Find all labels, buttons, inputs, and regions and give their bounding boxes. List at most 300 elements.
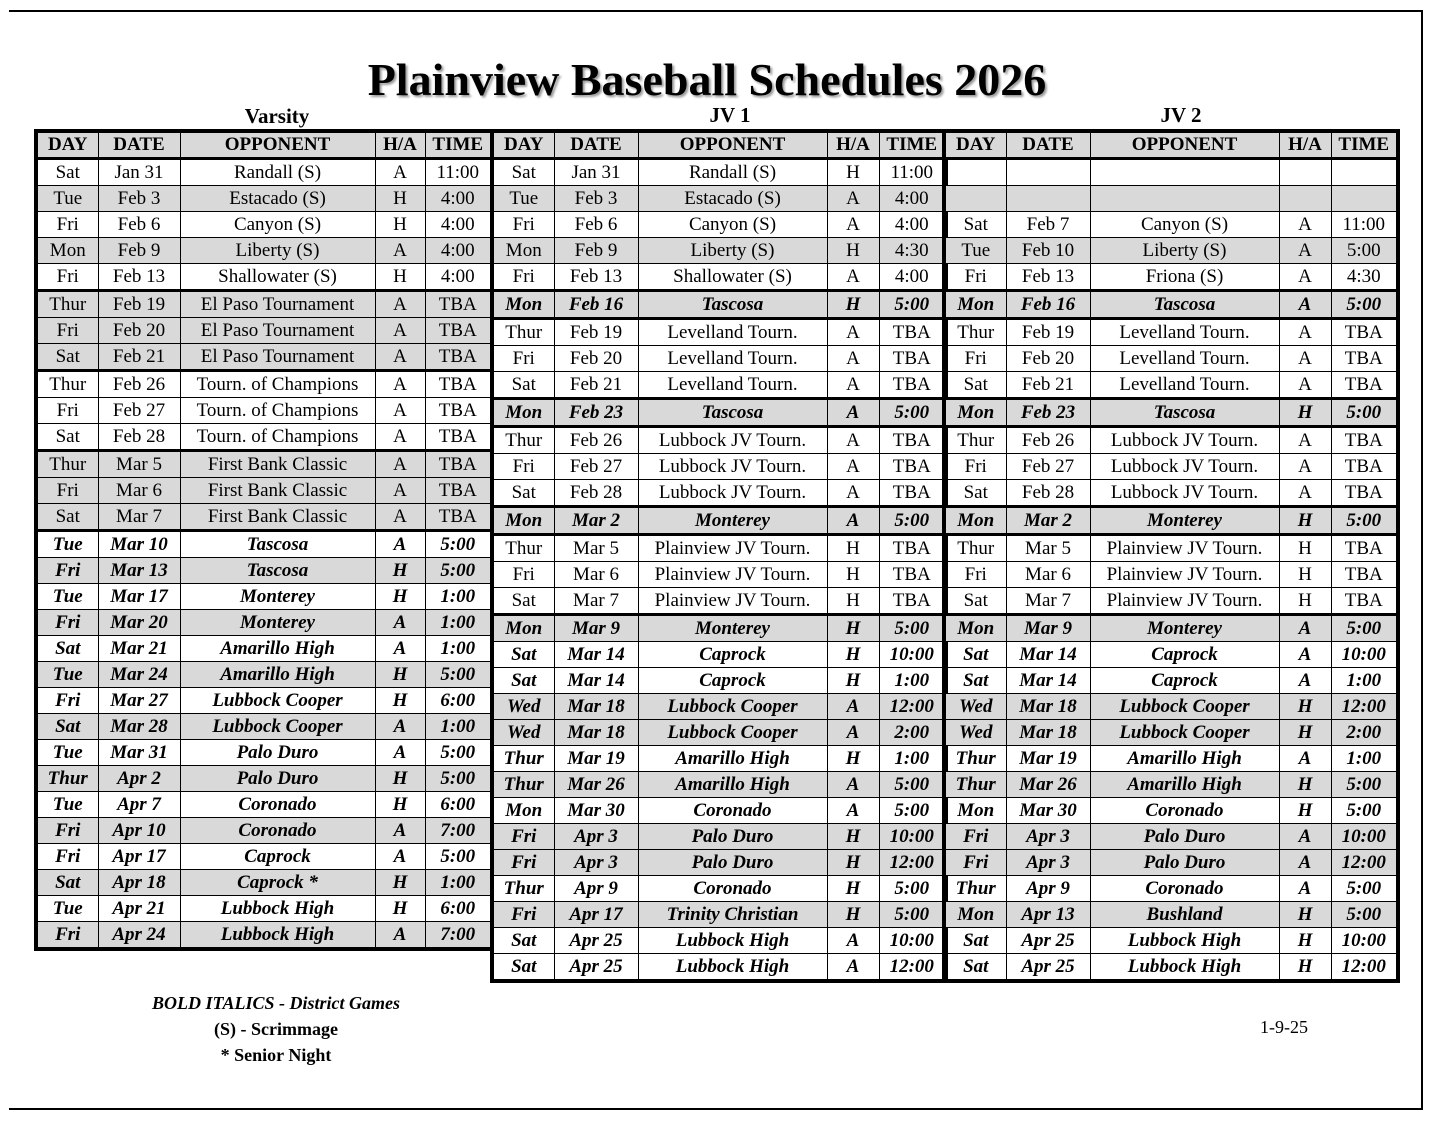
table-row — [492, 186, 946, 212]
day-cell: Sat — [492, 954, 554, 982]
date-cell: Mar 6 — [98, 478, 180, 504]
time-cell: TBA — [1331, 588, 1398, 615]
date-cell: Mar 30 — [1006, 798, 1090, 824]
time-cell: 12:00 — [1331, 694, 1398, 720]
home-away-cell: A — [1279, 264, 1331, 291]
table-row — [492, 588, 946, 615]
opponent-cell: Plainview JV Tourn. — [638, 588, 827, 615]
date-cell: Feb 9 — [554, 238, 638, 264]
home-away-cell: H — [375, 792, 425, 818]
date-cell: Mar 17 — [98, 584, 180, 610]
time-cell: TBA — [879, 562, 946, 588]
day-cell: Sat — [944, 212, 1006, 238]
table-row — [944, 480, 1398, 507]
home-away-cell: A — [1279, 427, 1331, 454]
home-away-cell: H — [827, 535, 879, 562]
table-row — [36, 424, 492, 451]
time-cell: TBA — [879, 346, 946, 372]
table-row — [492, 507, 946, 535]
time-cell — [1331, 186, 1398, 212]
home-away-cell: H — [1279, 720, 1331, 746]
time-cell: 5:00 — [1331, 507, 1398, 535]
home-away-cell: A — [375, 451, 425, 478]
day-cell: Fri — [36, 318, 98, 344]
date-cell: Mar 26 — [1006, 772, 1090, 798]
day-cell: Thur — [492, 427, 554, 454]
time-cell: 10:00 — [1331, 824, 1398, 850]
home-away-cell: A — [1279, 876, 1331, 902]
table-row — [944, 588, 1398, 615]
time-cell: 7:00 — [425, 922, 492, 950]
table-row — [492, 668, 946, 694]
table-row — [944, 186, 1398, 212]
opponent-cell: Monterey — [180, 584, 375, 610]
day-cell: Sat — [36, 344, 98, 371]
opponent-cell: Lubbock JV Tourn. — [1090, 480, 1279, 507]
time-cell: 2:00 — [1331, 720, 1398, 746]
time-cell: 5:00 — [879, 798, 946, 824]
day-cell: Wed — [492, 694, 554, 720]
opponent-cell: Randall (S) — [180, 159, 375, 186]
day-cell: Thur — [36, 291, 98, 318]
time-cell: TBA — [879, 427, 946, 454]
column-header-home-away: H/A — [827, 131, 879, 159]
time-cell: 5:00 — [1331, 772, 1398, 798]
table-row — [944, 427, 1398, 454]
time-cell: 5:00 — [425, 740, 492, 766]
table-row — [492, 399, 946, 427]
date-cell: Apr 7 — [98, 792, 180, 818]
time-cell: 10:00 — [879, 928, 946, 954]
date-cell: Mar 6 — [554, 562, 638, 588]
date-cell — [1006, 186, 1090, 212]
opponent-cell: Tascosa — [1090, 291, 1279, 319]
time-cell: 5:00 — [1331, 615, 1398, 642]
home-away-cell: A — [375, 318, 425, 344]
home-away-cell: H — [375, 662, 425, 688]
date-cell: Apr 25 — [1006, 928, 1090, 954]
day-cell: Mon — [492, 615, 554, 642]
opponent-cell: Tascosa — [638, 291, 827, 319]
time-cell: TBA — [879, 372, 946, 399]
day-cell: Fri — [36, 264, 98, 291]
day-cell: Fri — [36, 212, 98, 238]
home-away-cell: H — [1279, 399, 1331, 427]
opponent-cell: Caprock — [1090, 668, 1279, 694]
day-cell: Thur — [944, 746, 1006, 772]
table-row — [36, 714, 492, 740]
day-cell: Fri — [36, 818, 98, 844]
opponent-cell: Coronado — [1090, 876, 1279, 902]
opponent-cell: Palo Duro — [638, 824, 827, 850]
home-away-cell: H — [1279, 902, 1331, 928]
legend-senior-night: * Senior Night — [220, 1045, 332, 1065]
table-row — [36, 766, 492, 792]
table-row — [492, 291, 946, 319]
day-cell: Fri — [492, 454, 554, 480]
date-cell: Feb 28 — [1006, 480, 1090, 507]
date-cell: Mar 28 — [98, 714, 180, 740]
home-away-cell: H — [1279, 928, 1331, 954]
time-cell: 5:00 — [879, 399, 946, 427]
date-cell: Mar 2 — [1006, 507, 1090, 535]
table-row — [492, 264, 946, 291]
home-away-cell: H — [1279, 798, 1331, 824]
date-cell: Feb 20 — [1006, 346, 1090, 372]
home-away-cell: A — [375, 504, 425, 531]
opponent-cell: Caprock — [638, 668, 827, 694]
date-cell: Apr 3 — [1006, 824, 1090, 850]
date-cell: Feb 27 — [554, 454, 638, 480]
table-row — [944, 212, 1398, 238]
date-cell: Feb 19 — [98, 291, 180, 318]
home-away-cell: A — [375, 478, 425, 504]
day-cell: Fri — [944, 454, 1006, 480]
date-cell: Mar 14 — [554, 668, 638, 694]
home-away-cell: H — [375, 558, 425, 584]
time-cell: TBA — [425, 291, 492, 318]
table-row — [492, 562, 946, 588]
table-row — [36, 238, 492, 264]
date-cell: Jan 31 — [554, 159, 638, 186]
date-cell: Mar 9 — [554, 615, 638, 642]
table-row — [492, 238, 946, 264]
opponent-cell: Levelland Tourn. — [1090, 372, 1279, 399]
day-cell: Thur — [944, 876, 1006, 902]
date-cell: Apr 3 — [554, 824, 638, 850]
time-cell: 5:00 — [1331, 798, 1398, 824]
table-row — [944, 642, 1398, 668]
day-cell: Tue — [36, 896, 98, 922]
table-row — [492, 876, 946, 902]
opponent-cell: Caprock — [180, 844, 375, 870]
table-row — [492, 694, 946, 720]
opponent-cell: First Bank Classic — [180, 504, 375, 531]
home-away-cell: A — [1279, 212, 1331, 238]
home-away-cell: H — [375, 688, 425, 714]
table-row — [944, 902, 1398, 928]
opponent-cell: Lubbock Cooper — [1090, 694, 1279, 720]
home-away-cell: A — [1279, 454, 1331, 480]
table-row — [944, 928, 1398, 954]
day-cell: Fri — [36, 478, 98, 504]
column-header-home-away: H/A — [1279, 131, 1331, 159]
home-away-cell: A — [1279, 824, 1331, 850]
opponent-cell: El Paso Tournament — [180, 344, 375, 371]
home-away-cell: H — [827, 159, 879, 186]
home-away-cell: A — [1279, 372, 1331, 399]
day-cell — [944, 186, 1006, 212]
time-cell: TBA — [1331, 562, 1398, 588]
home-away-cell: A — [1279, 480, 1331, 507]
table-row — [492, 954, 946, 982]
opponent-cell: Levelland Tourn. — [1090, 319, 1279, 346]
time-cell: 10:00 — [1331, 642, 1398, 668]
table-row — [36, 159, 492, 186]
day-cell: Mon — [492, 507, 554, 535]
day-cell: Fri — [944, 264, 1006, 291]
home-away-cell: A — [375, 610, 425, 636]
time-cell: TBA — [1331, 319, 1398, 346]
day-cell: Sat — [492, 668, 554, 694]
table-row — [36, 584, 492, 610]
time-cell: TBA — [425, 344, 492, 371]
opponent-cell: Amarillo High — [638, 772, 827, 798]
time-cell: TBA — [425, 318, 492, 344]
time-cell: 5:00 — [879, 291, 946, 319]
opponent-cell: Liberty (S) — [638, 238, 827, 264]
home-away-cell: A — [1279, 746, 1331, 772]
date-cell: Mar 10 — [98, 531, 180, 558]
day-cell: Thur — [944, 535, 1006, 562]
table-row — [944, 535, 1398, 562]
date-cell: Apr 25 — [1006, 954, 1090, 982]
home-away-cell: H — [375, 584, 425, 610]
opponent-cell: Palo Duro — [638, 850, 827, 876]
table-row — [492, 535, 946, 562]
date-cell: Jan 31 — [98, 159, 180, 186]
home-away-cell: A — [827, 186, 879, 212]
opponent-cell: Tascosa — [1090, 399, 1279, 427]
day-cell: Mon — [944, 291, 1006, 319]
column-header-opponent: OPPONENT — [638, 131, 827, 159]
table-row — [944, 798, 1398, 824]
table-row — [492, 346, 946, 372]
jv1-schedule-table — [490, 129, 948, 983]
opponent-cell: Lubbock Cooper — [1090, 720, 1279, 746]
date-cell: Mar 9 — [1006, 615, 1090, 642]
home-away-cell: A — [827, 480, 879, 507]
home-away-cell: A — [375, 818, 425, 844]
time-cell: 7:00 — [425, 818, 492, 844]
opponent-cell: Plainview JV Tourn. — [638, 535, 827, 562]
day-cell: Fri — [944, 850, 1006, 876]
table-row — [944, 264, 1398, 291]
table-row — [36, 558, 492, 584]
day-cell: Fri — [944, 824, 1006, 850]
table-row — [944, 372, 1398, 399]
opponent-cell: Amarillo High — [1090, 772, 1279, 798]
day-cell: Fri — [492, 562, 554, 588]
day-cell: Mon — [944, 399, 1006, 427]
date-cell: Feb 20 — [554, 346, 638, 372]
home-away-cell: A — [827, 427, 879, 454]
opponent-cell: Plainview JV Tourn. — [1090, 588, 1279, 615]
opponent-cell: Canyon (S) — [1090, 212, 1279, 238]
time-cell: 1:00 — [425, 636, 492, 662]
date-cell: Feb 6 — [98, 212, 180, 238]
home-away-cell: A — [375, 714, 425, 740]
time-cell: TBA — [879, 535, 946, 562]
day-cell: Tue — [492, 186, 554, 212]
day-cell: Wed — [944, 694, 1006, 720]
home-away-cell: A — [827, 319, 879, 346]
legend-scrimmage: (S) - Scrimmage — [214, 1019, 338, 1039]
opponent-cell: Plainview JV Tourn. — [1090, 562, 1279, 588]
table-row — [492, 372, 946, 399]
opponent-cell: Tascosa — [180, 558, 375, 584]
time-cell: 10:00 — [879, 642, 946, 668]
home-away-cell: A — [827, 954, 879, 982]
column-header-date: DATE — [554, 131, 638, 159]
table-header-row — [36, 131, 492, 159]
column-header-time: TIME — [879, 131, 946, 159]
table-row — [36, 818, 492, 844]
home-away-cell: H — [827, 615, 879, 642]
home-away-cell: A — [827, 399, 879, 427]
table-row — [492, 824, 946, 850]
date-cell: Apr 24 — [98, 922, 180, 950]
day-cell: Mon — [944, 615, 1006, 642]
opponent-cell: Lubbock High — [638, 954, 827, 982]
time-cell — [1331, 159, 1398, 186]
home-away-cell — [1279, 159, 1331, 186]
opponent-cell: Coronado — [180, 818, 375, 844]
day-cell: Tue — [36, 584, 98, 610]
opponent-cell: Lubbock JV Tourn. — [638, 427, 827, 454]
date-cell: Feb 10 — [1006, 238, 1090, 264]
opponent-cell: Coronado — [638, 798, 827, 824]
day-cell: Tue — [36, 792, 98, 818]
home-away-cell: H — [375, 766, 425, 792]
home-away-cell: A — [827, 372, 879, 399]
table-row — [36, 478, 492, 504]
opponent-cell: First Bank Classic — [180, 451, 375, 478]
table-row — [36, 896, 492, 922]
home-away-cell: H — [827, 850, 879, 876]
table-row — [492, 798, 946, 824]
day-cell: Fri — [492, 824, 554, 850]
home-away-cell: A — [827, 264, 879, 291]
time-cell: 5:00 — [1331, 876, 1398, 902]
table-row — [36, 264, 492, 291]
date-cell: Apr 18 — [98, 870, 180, 896]
table-row — [492, 720, 946, 746]
opponent-cell: Lubbock Cooper — [180, 714, 375, 740]
home-away-cell: H — [1279, 507, 1331, 535]
day-cell: Fri — [492, 264, 554, 291]
opponent-cell: Lubbock Cooper — [638, 694, 827, 720]
date-cell: Apr 10 — [98, 818, 180, 844]
time-cell: 12:00 — [879, 954, 946, 982]
opponent-cell: Lubbock JV Tourn. — [1090, 427, 1279, 454]
opponent-cell: Amarillo High — [180, 662, 375, 688]
time-cell: TBA — [879, 454, 946, 480]
day-cell: Thur — [944, 772, 1006, 798]
day-cell: Thur — [944, 427, 1006, 454]
time-cell: 10:00 — [879, 824, 946, 850]
day-cell: Thur — [492, 746, 554, 772]
time-cell: 4:00 — [425, 264, 492, 291]
time-cell: 4:00 — [425, 238, 492, 264]
time-cell: 12:00 — [879, 850, 946, 876]
date-cell: Apr 25 — [554, 954, 638, 982]
day-cell: Sat — [944, 642, 1006, 668]
opponent-cell: Tascosa — [638, 399, 827, 427]
column-header-day: DAY — [944, 131, 1006, 159]
opponent-cell: Shallowater (S) — [638, 264, 827, 291]
time-cell: 1:00 — [425, 714, 492, 740]
date-cell: Apr 3 — [554, 850, 638, 876]
opponent-cell: Shallowater (S) — [180, 264, 375, 291]
opponent-cell: Amarillo High — [1090, 746, 1279, 772]
day-cell: Fri — [492, 902, 554, 928]
opponent-cell: Lubbock Cooper — [638, 720, 827, 746]
opponent-cell: Tourn. of Champions — [180, 424, 375, 451]
time-cell: 5:00 — [879, 772, 946, 798]
table-header-row — [944, 131, 1398, 159]
time-cell: 5:00 — [1331, 238, 1398, 264]
day-cell: Sat — [944, 668, 1006, 694]
varsity-heading: Varsity — [244, 104, 310, 128]
time-cell: 5:00 — [1331, 291, 1398, 319]
home-away-cell: A — [1279, 850, 1331, 876]
table-row — [492, 928, 946, 954]
opponent-cell: Levelland Tourn. — [638, 319, 827, 346]
opponent-cell: Lubbock JV Tourn. — [1090, 454, 1279, 480]
day-cell — [944, 159, 1006, 186]
table-row — [944, 694, 1398, 720]
opponent-cell: Liberty (S) — [1090, 238, 1279, 264]
opponent-cell: Coronado — [180, 792, 375, 818]
table-row — [36, 792, 492, 818]
opponent-cell: Estacado (S) — [180, 186, 375, 212]
opponent-cell: Coronado — [638, 876, 827, 902]
day-cell: Sat — [944, 588, 1006, 615]
table-row — [36, 688, 492, 714]
opponent-cell: Levelland Tourn. — [1090, 346, 1279, 372]
home-away-cell: A — [1279, 615, 1331, 642]
date-cell: Mar 24 — [98, 662, 180, 688]
table-row — [944, 668, 1398, 694]
table-row — [944, 824, 1398, 850]
time-cell: 4:00 — [879, 264, 946, 291]
home-away-cell: A — [827, 346, 879, 372]
day-cell: Tue — [36, 186, 98, 212]
table-row — [944, 876, 1398, 902]
column-header-opponent: OPPONENT — [1090, 131, 1279, 159]
date-cell: Mar 30 — [554, 798, 638, 824]
time-cell: 4:00 — [425, 212, 492, 238]
table-row — [36, 371, 492, 398]
opponent-cell: Monterey — [1090, 615, 1279, 642]
date-cell: Feb 21 — [1006, 372, 1090, 399]
table-row — [36, 344, 492, 371]
opponent-cell: First Bank Classic — [180, 478, 375, 504]
date-cell: Feb 16 — [1006, 291, 1090, 319]
home-away-cell: H — [827, 668, 879, 694]
opponent-cell: Palo Duro — [180, 766, 375, 792]
opponent-cell: Trinity Christian — [638, 902, 827, 928]
table-header-row — [492, 131, 946, 159]
opponent-cell: El Paso Tournament — [180, 318, 375, 344]
date-cell: Feb 13 — [98, 264, 180, 291]
home-away-cell: H — [827, 642, 879, 668]
date-cell: Apr 21 — [98, 896, 180, 922]
day-cell: Mon — [944, 507, 1006, 535]
date-cell: Feb 3 — [554, 186, 638, 212]
date-cell — [1006, 159, 1090, 186]
time-cell: 5:00 — [879, 507, 946, 535]
date-cell: Feb 19 — [554, 319, 638, 346]
home-away-cell: A — [375, 238, 425, 264]
time-cell: 5:00 — [425, 662, 492, 688]
legend-district: BOLD ITALICS - District Games — [151, 993, 401, 1013]
time-cell: TBA — [1331, 480, 1398, 507]
opponent-cell — [1090, 186, 1279, 212]
home-away-cell: A — [827, 720, 879, 746]
opponent-cell: Tascosa — [180, 531, 375, 558]
